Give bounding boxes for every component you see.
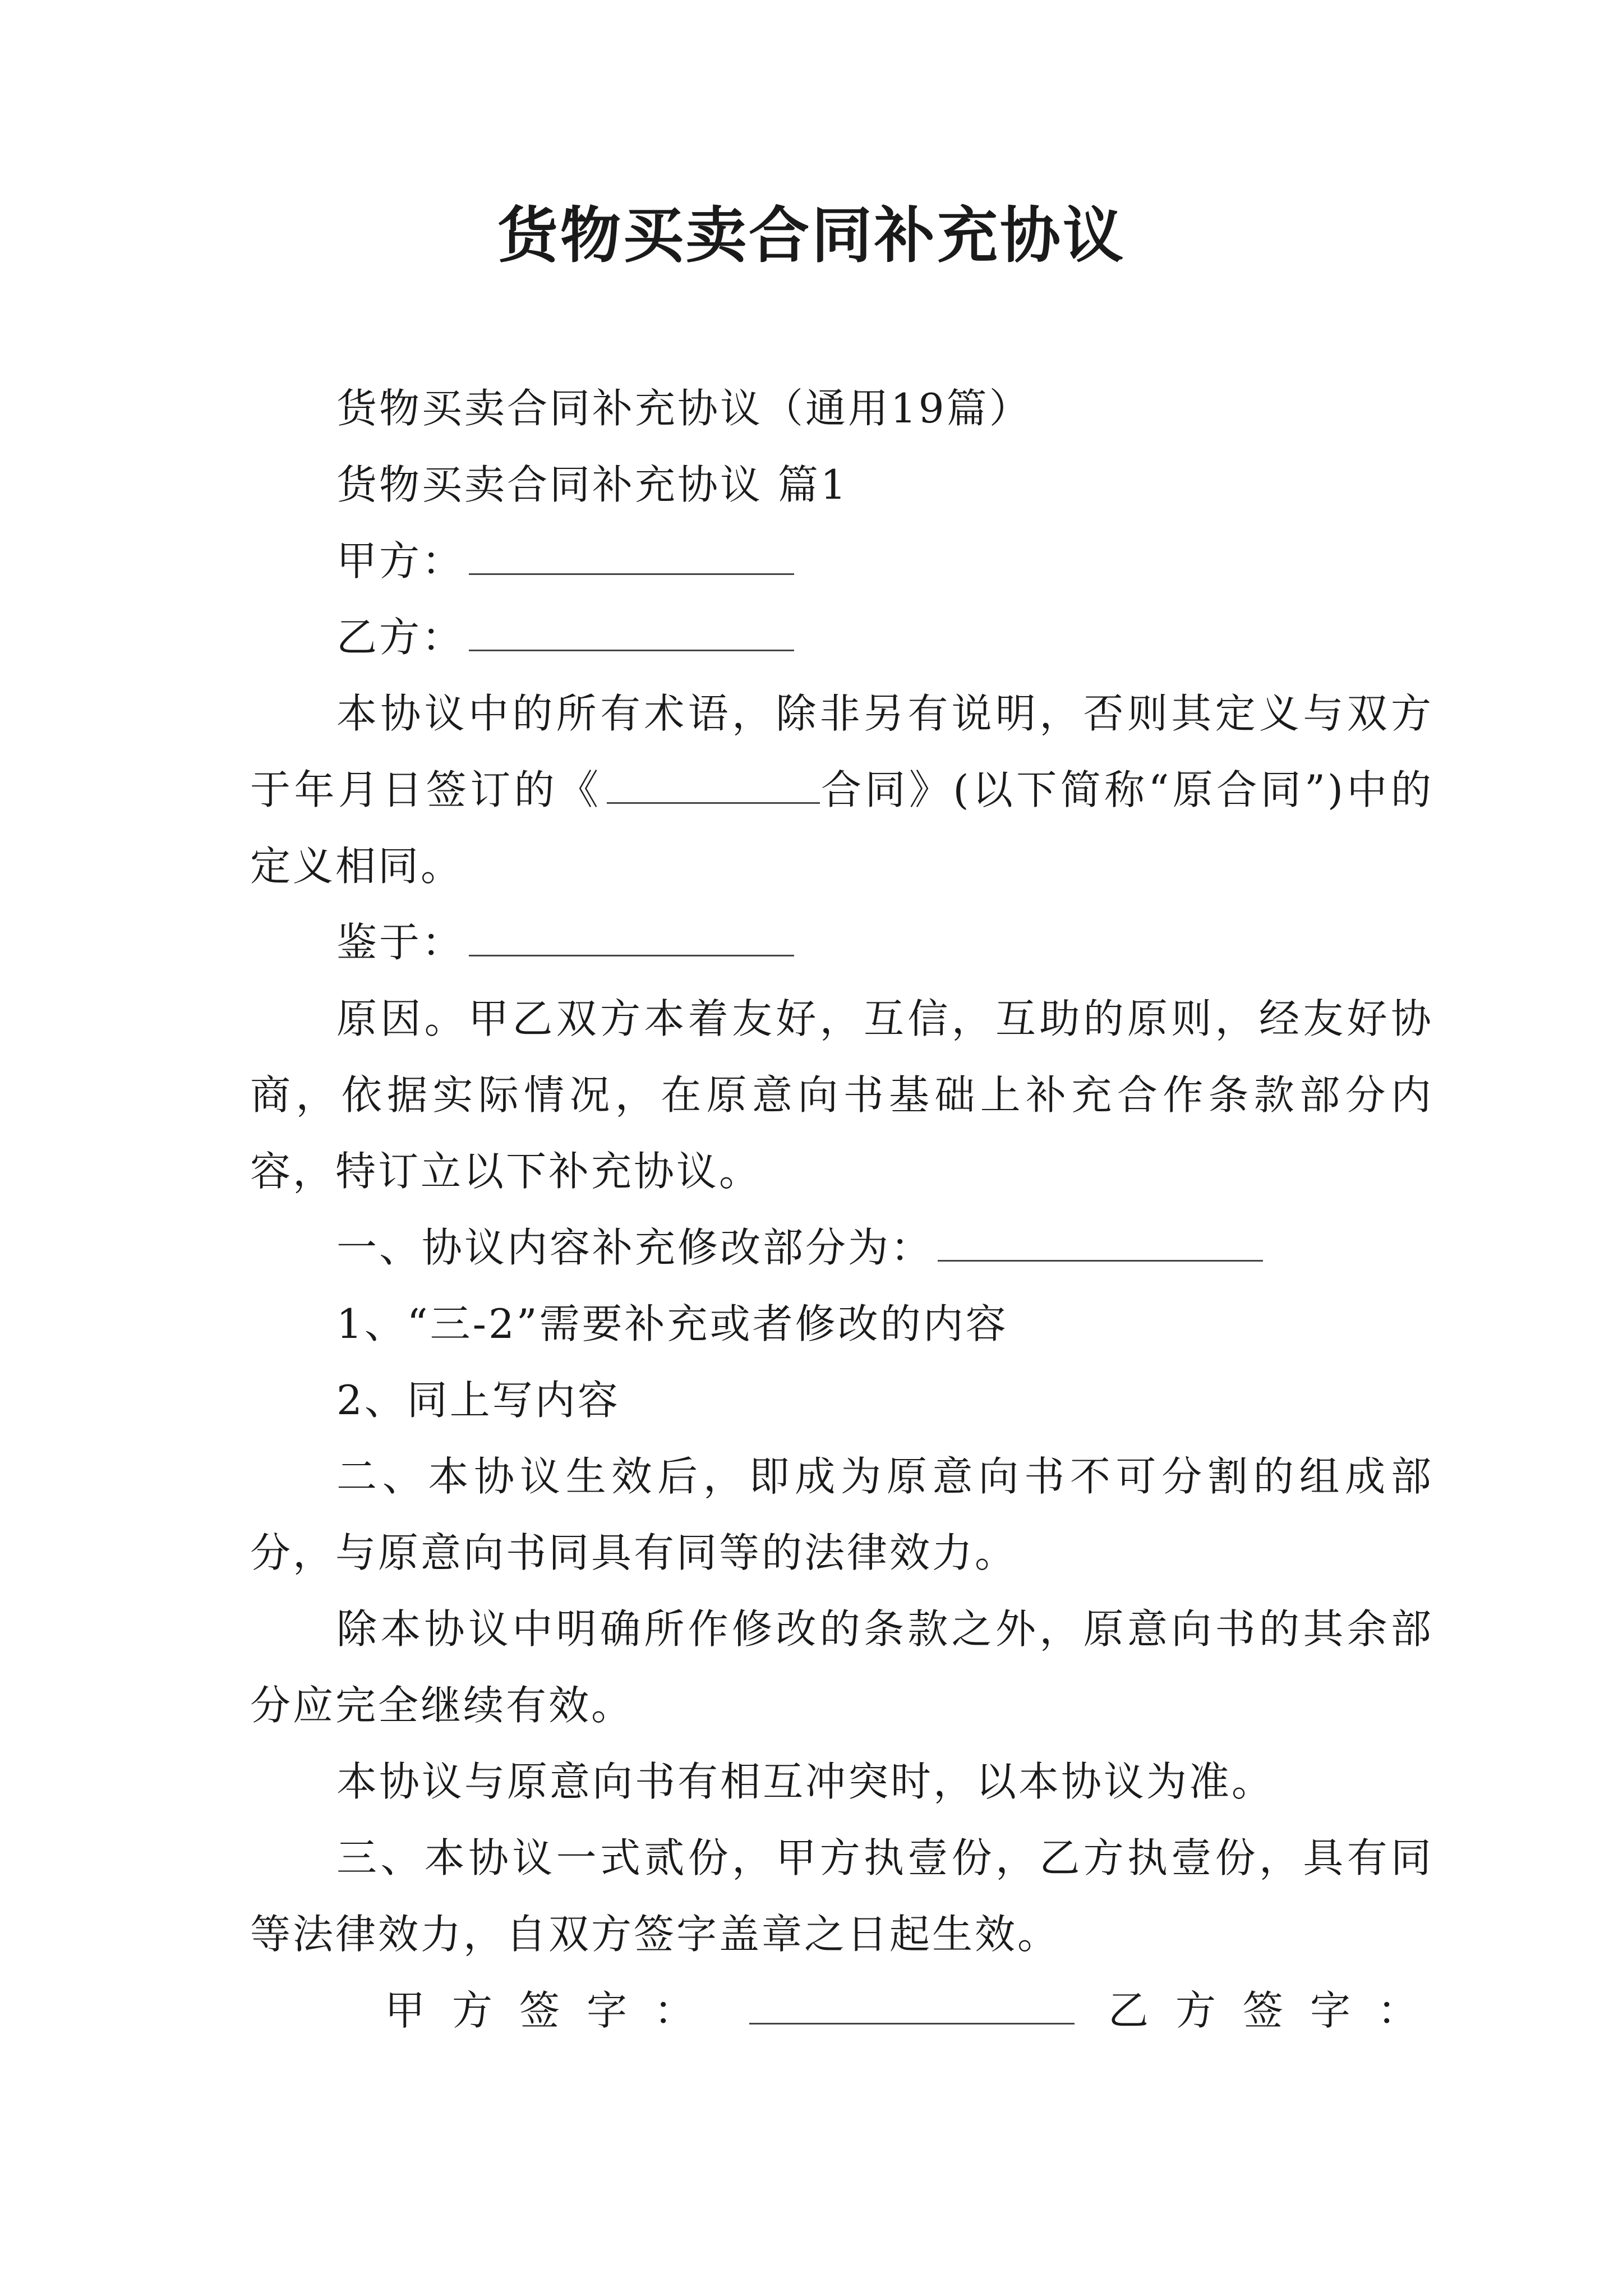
party-a-line — [250, 523, 1433, 599]
sign-a-label: 甲方签字： — [385, 1987, 722, 2034]
party-a-blank — [469, 537, 794, 575]
clause-one-item-2: 2、同上写内容 — [336, 1377, 620, 1424]
party-b-label: 乙方： — [336, 614, 465, 661]
sign-b-label: 乙方签字： — [1108, 1987, 1445, 2034]
whereas-blank — [469, 919, 794, 956]
section-heading: 货物买卖合同补充协议 篇1 — [336, 461, 849, 508]
clause-one-blank — [938, 1224, 1263, 1262]
clause-one-line — [250, 1209, 1433, 1286]
document-title: 货物买卖合同补充协议 — [497, 200, 1126, 271]
clause-two: 二、本协议生效后，即成为原意向书不可分割的组成部分，与原意向书同具有同等的法律效力。 — [250, 1453, 1433, 1576]
party-a-label: 甲方： — [336, 537, 465, 585]
clause-one: 一、协议内容补充修改部分为： — [336, 1224, 934, 1271]
definitions-pre: 本协议中的所有术语，除非另有说明，否则其定义与双方于年月日签订的《 — [250, 690, 1433, 813]
clause-two-c: 本协议与原意向书有相互冲突时，以本协议为准。 — [336, 1758, 1275, 1805]
definitions-paragraph — [250, 675, 1433, 904]
party-b-blank — [469, 614, 794, 651]
reason-paragraph: 原因。甲乙双方本着友好，互信，互助的原则，经友好协商，依据实际情况，在原意向书基础上补充合作条款部分内容，特订立以下补充协议。 — [250, 995, 1433, 1195]
party-b-line — [250, 599, 1433, 675]
clause-three: 三、本协议一式贰份，甲方执壹份，乙方执壹份，具有同等法律效力，自双方签字盖章之日起生效。 — [250, 1834, 1433, 1958]
subtitle: 货物买卖合同补充协议（通用19篇） — [336, 385, 1032, 432]
signature-row — [250, 1972, 1445, 2049]
whereas-line — [250, 904, 1433, 981]
whereas-label: 鉴于： — [336, 919, 465, 966]
definitions-post: 合同》(以下简称“原合同”)中的定义相同。 — [250, 766, 1433, 890]
document-body — [250, 370, 1445, 2049]
clause-two-b: 除本协议中明确所作修改的条款之外，原意向书的其余部分应完全继续有效。 — [250, 1605, 1433, 1729]
sign-a-blank — [749, 1987, 1075, 2024]
contract-name-blank — [607, 766, 820, 804]
clause-one-item-1: 1、“三-2”需要补充或者修改的内容 — [336, 1300, 1008, 1347]
